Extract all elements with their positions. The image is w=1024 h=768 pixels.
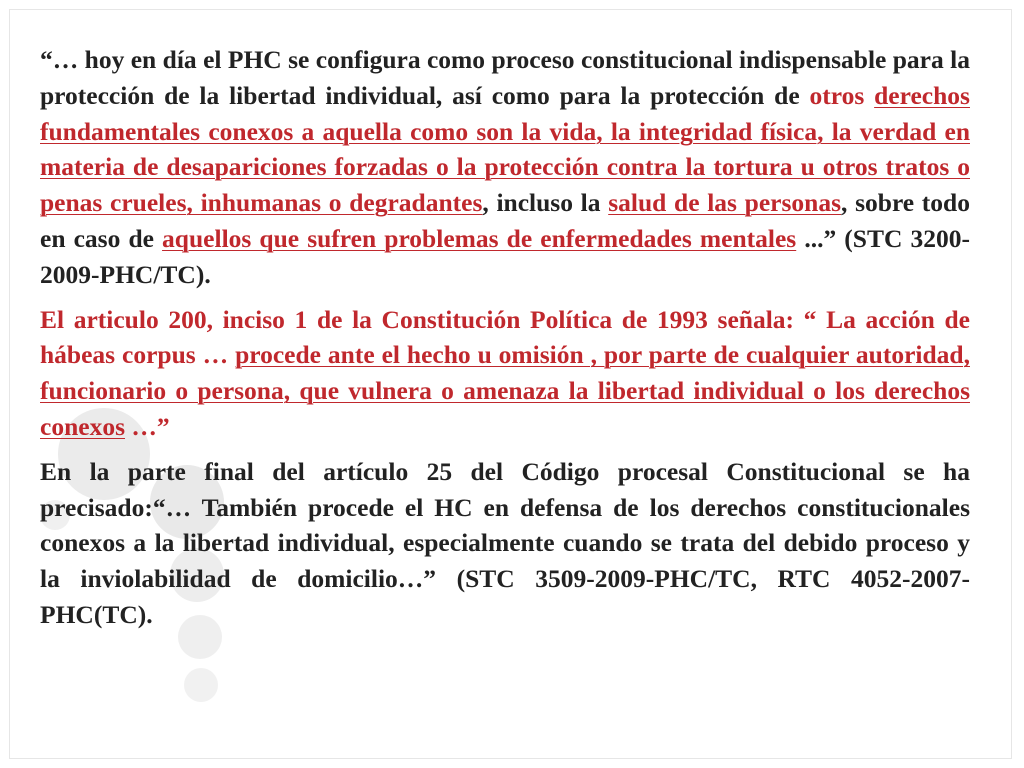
text-span: ...” (STC 3200-2009-PHC/TC). bbox=[40, 223, 970, 289]
text-span: , incluso la bbox=[482, 188, 609, 218]
text-span: , sobre todo en caso de bbox=[40, 188, 970, 253]
highlighted-text: otros bbox=[809, 80, 875, 110]
highlighted-underlined-text: derechos fundamentales conexos a aquella como son la vida, la integridad física, la verdad en materia de desapariciones forzadas o la protección contra la tortura u otros tratos o penas crueles, inhumanas o degradantes bbox=[40, 80, 970, 218]
text-span: …” bbox=[125, 411, 170, 441]
paragraph-constitution-article bbox=[40, 302, 970, 445]
text-span: El articulo 200, inciso 1 de la Constitución Política de 1993 señala: “ La acción de hábeas corpus … bbox=[40, 304, 970, 370]
text-span: “… hoy en día el PHC se configura como proceso constitucional indispensable para la protección de la libertad individual, así como para la protección de bbox=[40, 45, 970, 110]
paragraph-habeas-corpus-quote bbox=[40, 42, 970, 293]
highlighted-underlined-text: salud de las personas bbox=[608, 188, 842, 218]
paragraph-procedural-code bbox=[40, 454, 970, 633]
highlighted-underlined-text: aquellos que sufren problemas de enfermedades mentales bbox=[162, 223, 797, 253]
text-span: En la parte final del artículo 25 del Código procesal Constitucional se ha precisado:“… También procede el HC en defensa de los derechos constitucionales conexos a la libertad individual, especialmente cuando se trata del debido proceso y la inviolabilidad de domicilio…” (STC 3509-2009-PHC/TC, RTC 4052-2007-PHC(TC). bbox=[40, 456, 970, 629]
slide-content bbox=[40, 42, 970, 633]
underlined-text: procede ante el hecho u omisión , por parte de cualquier autoridad, funcionario o persona, que vulnera o amenaza la libertad individual o los derechos conexos bbox=[40, 340, 970, 441]
decorative-circle bbox=[184, 668, 218, 702]
